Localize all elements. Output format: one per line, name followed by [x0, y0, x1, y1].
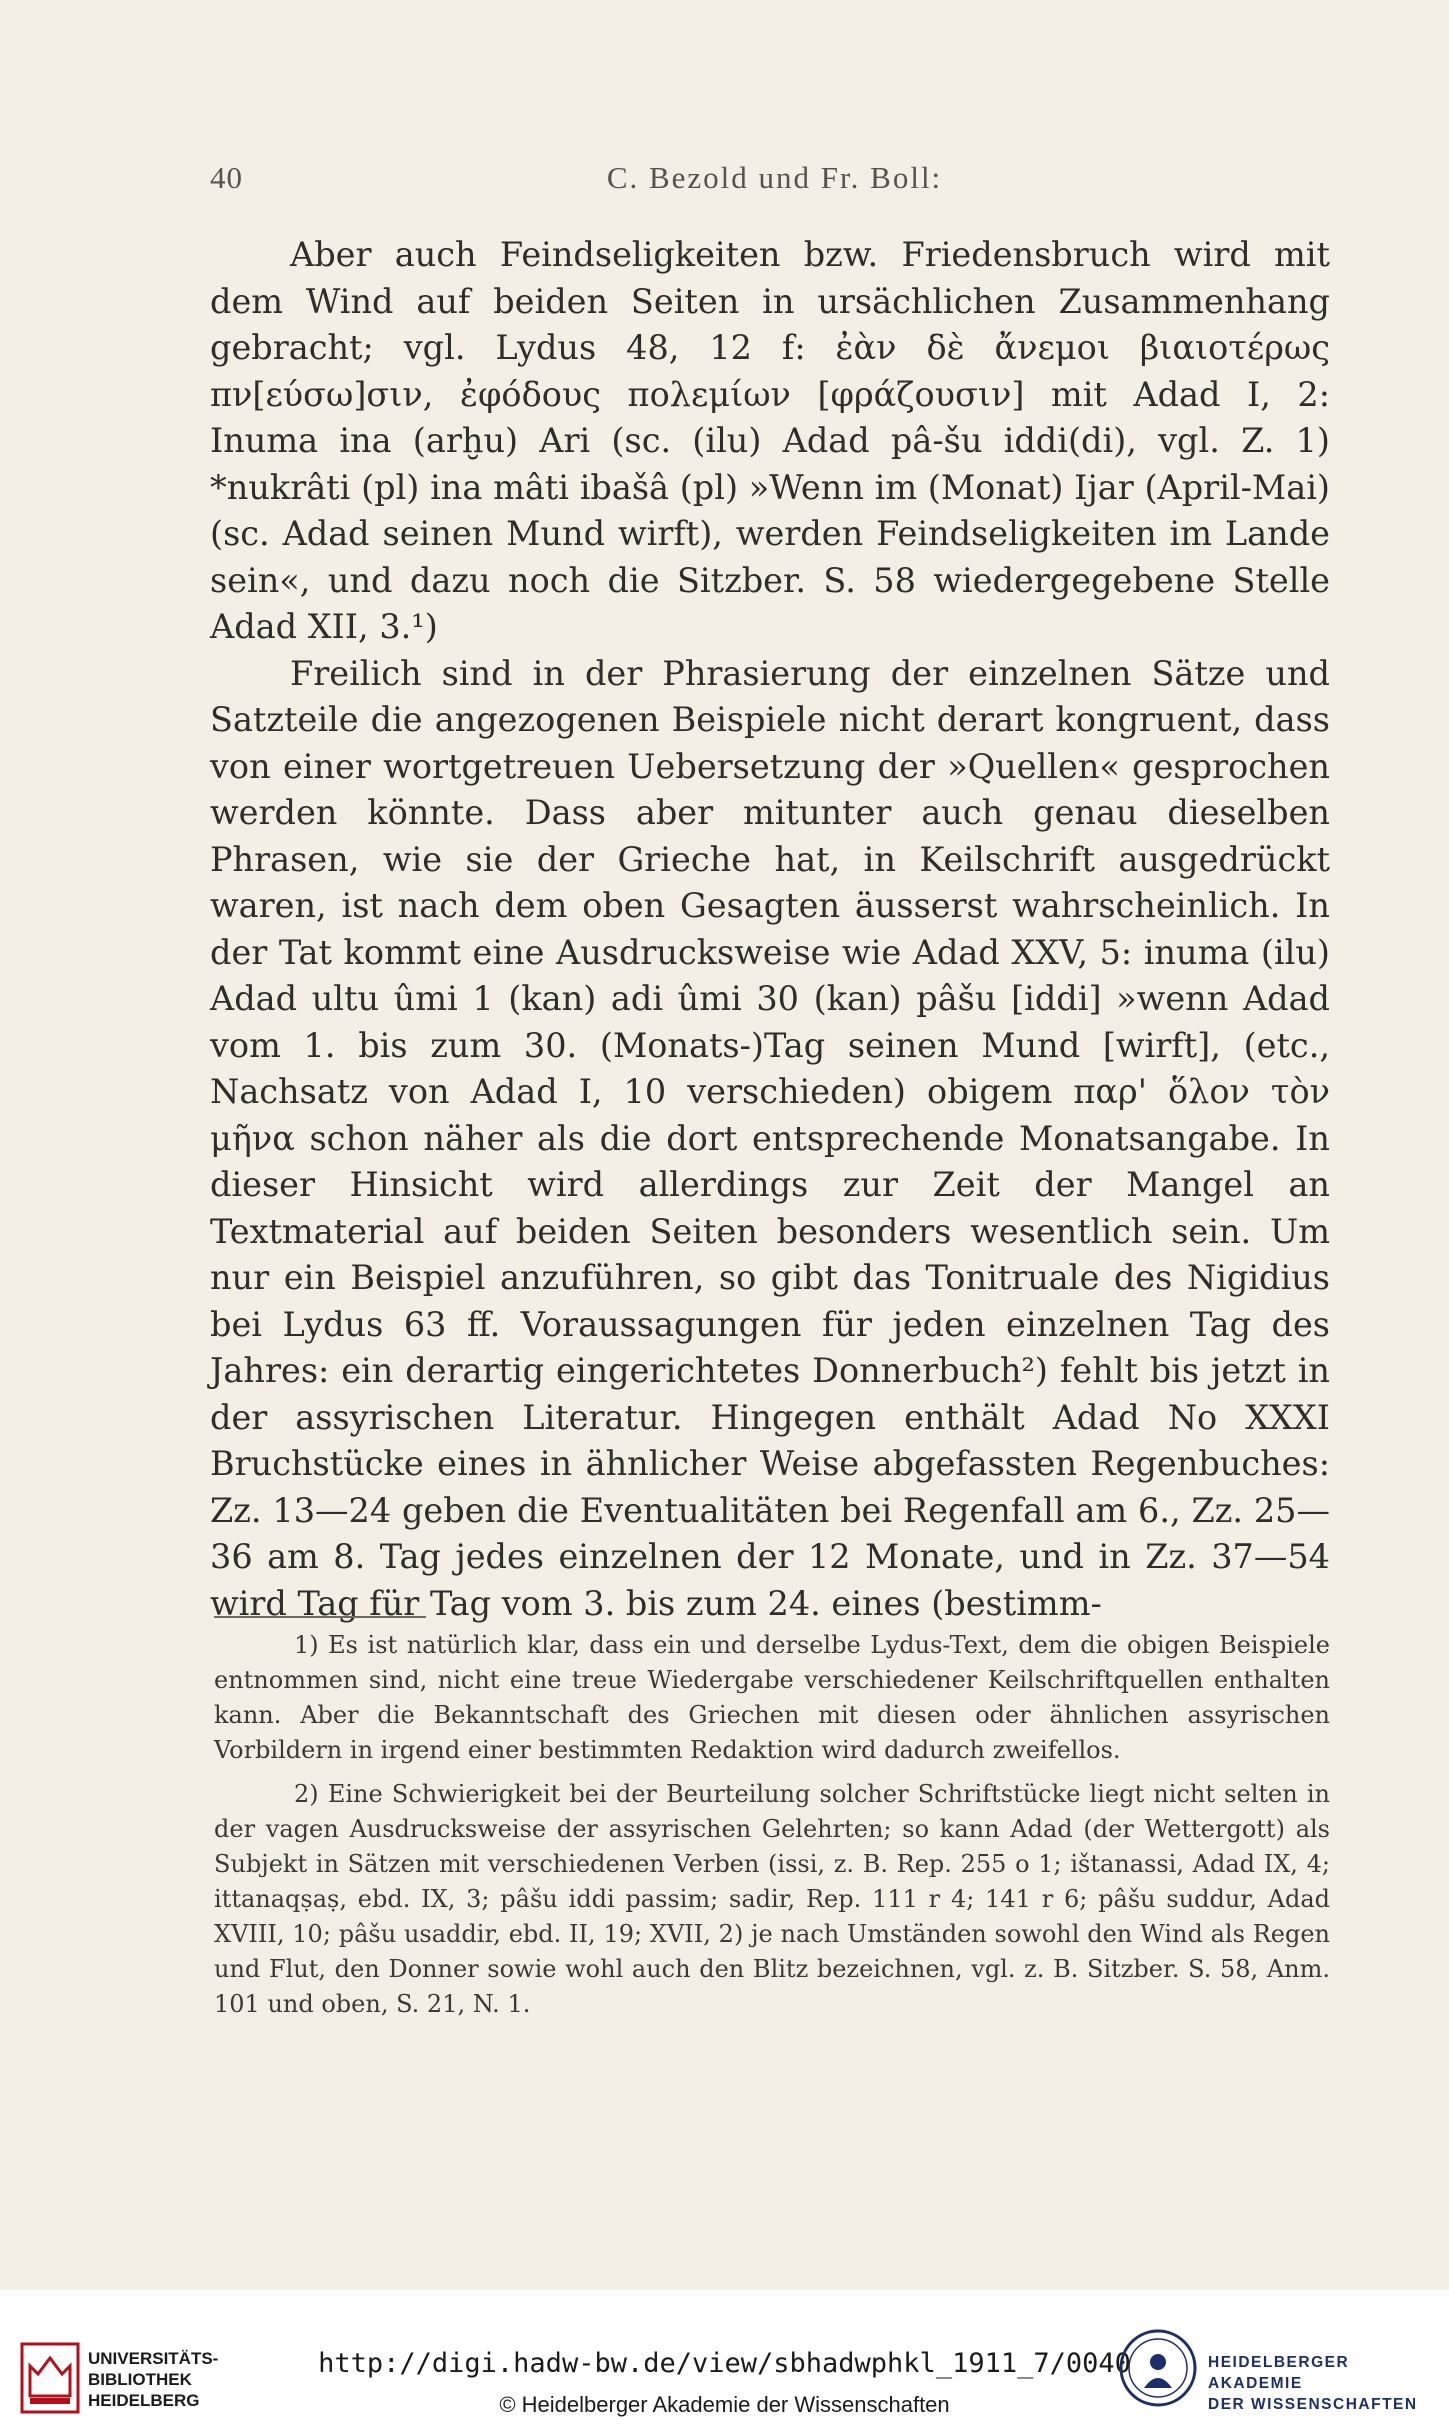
viewer-footer [0, 2290, 1449, 2435]
university-library-name: UNIVERSITÄTS- BIBLIOTHEK HEIDELBERG [88, 2349, 219, 2410]
running-head [210, 160, 1339, 210]
footnote: 2) Eine Schwierigkeit bei der Beurteilung solcher Schriftstücke liegt nicht selten in der vagen Ausdrucksweise der assyrischen Gelehrten; so kann Adad (der Wettergott) als Subjekt in Sätzen mit verschiedenen Verben (issi, z. B. Rep. 255 o 1; ištanassi, Adad IX, 4; ittanaqṣaṣ, ebd. IX, 3; pâšu iddi passim; sadir, Rep. 111 r 4; 141 r 6; pâšu suddur, Adad XVIII, 10; pâšu usaddir, ebd. II, 19; XVII, 2) je nach Umständen sowohl den Wind als Regen und Flut, den Donner sowie wohl auch den Blitz bezeichnen, vgl. z. B. Sitzber. S. 58, Anm. 101 und oben, S. 21, N. 1. [214, 1780, 1330, 2018]
header-title: C. Bezold und Fr. Boll: [606, 160, 943, 195]
copyright-notice: © Heidelberger Akademie der Wissenschaften [499, 2392, 950, 2417]
footnote-rule [214, 1616, 426, 1618]
academy-name[interactable] [1208, 2352, 1449, 2415]
body-text [210, 232, 1330, 1627]
permalink-url[interactable]: http://digi.hadw-bw.de/view/sbhadwphkl_1911_7/0040 [318, 2348, 1131, 2379]
academy-name-line2: DER WISSENSCHAFTEN [1208, 2396, 1418, 2413]
page-number: 40 [210, 160, 243, 195]
paragraph: Aber auch Feindseligkeiten bzw. Friedensbruch wird mit dem Wind auf beiden Seiten in ursächlichen Zusammenhang gebracht; vgl. Lydus 48, 12 f: ἐὰν δὲ ἄνεμοι βιαιοτέρως πν[εύσω]σιν, ἐφόδους πολεμίων [φράζουσιν] mit Adad I, 2: Inuma ina (arḫu) Ari (sc. (ilu) Adad pâ-šu iddi(di), vgl. Z. 1) *nukrâti (pl) ina mâti ibašâ (pl) »Wenn im (Monat) Ijar (April-Mai) (sc. Adad seinen Mund wirft), werden Feindseligkeiten im Lande sein«, und dazu noch die Sitzber. S. 58 wiedergegebene Stelle Adad XII, 3.¹) [210, 235, 1330, 646]
academy-seal-icon [1118, 2328, 1198, 2408]
paragraph: Freilich sind in der Phrasierung der einzelnen Sätze und Satzteile die angezogenen Beispiele nicht derart kongruent, dass von einer wortgetreuen Uebersetzung der »Quellen« gesprochen werden könnte. Dass aber mitunter auch genau dieselben Phrasen, wie sie der Grieche hat, in Keilschrift ausgedrückt waren, ist nach dem oben Gesagten äusserst wahrscheinlich. In der Tat kommt eine Ausdrucksweise wie Adad XXV, 5: inuma (ilu) Adad ultu ûmi 1 (kan) adi ûmi 30 (kan) pâšu [iddi] »wenn Adad vom 1. bis zum 30. (Monats-)Tag seinen Mund [wirft], (etc., Nachsatz von Adad I, 10 verschieden) obigem παρ' ὅλον τὸν μῆνα schon näher als die dort entsprechende Monatsangabe. In dieser Hinsicht wird allerdings zur Zeit der Mangel an Textmaterial auf beiden Seiten besonders wesentlich sein. Um nur ein Beispiel anzuführen, so gibt das Tonitruale des Nigidius bei Lydus 63 ff. Voraussagungen für jeden einzelnen Tag des Jahres: ein derartig eingerichtetes Donnerbuch²) fehlt bis jetzt in der assyrischen Literatur. Hingegen enthält Adad No XXXI Bruchstücke eines in ähnlicher Weise abgefassten Regenbuches: Zz. 13—24 geben die Eventualitäten bei Regenfall am 6., Zz. 25—36 am 8. Tag jedes einzelnen der 12 Monate, und in Zz. 37—54 wird Tag für Tag vom 3. bis zum 24. eines (bestimm- [210, 653, 1330, 1623]
academy-name-line1: HEIDELBERGER AKADEMIE [1208, 2354, 1350, 2392]
footnote: 1) Es ist natürlich klar, dass ein und derselbe Lydus-Text, dem die obigen Beispiele entnommen sind, nicht eine treue Wiedergabe verschiedener Keilschriftquellen enthalten kann. Aber die Bekanntschaft des Griechen mit diesen oder ähnlichen assyrischen Vorbildern in irgend einer bestimmten Redaktion wird dadurch zweifellos. [214, 1631, 1330, 1764]
footnotes [214, 1628, 1330, 2031]
